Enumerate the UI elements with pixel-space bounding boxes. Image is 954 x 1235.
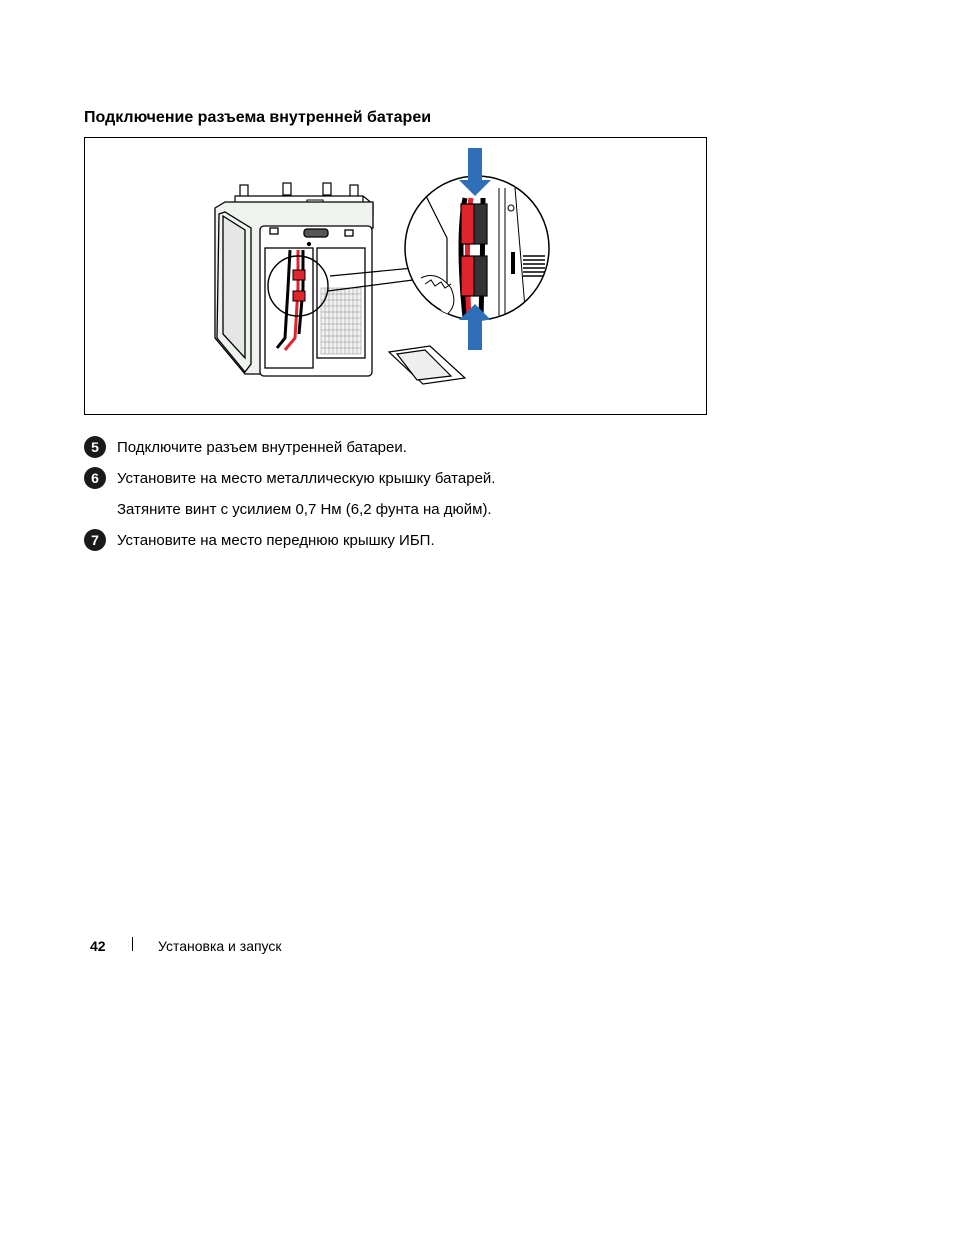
step-text: Подключите разъем внутренней батареи. — [117, 438, 407, 456]
step-number-badge: 5 — [84, 436, 106, 458]
page-number: 42 — [90, 938, 106, 954]
step-6 — [84, 467, 495, 489]
footer-separator — [132, 937, 133, 951]
step-7 — [84, 529, 435, 551]
step-number-badge: 6 — [84, 467, 106, 489]
step-text: Установите на место переднюю крышку ИБП. — [117, 531, 435, 549]
footer-section-title: Установка и запуск — [158, 938, 282, 954]
small-connector-bottom — [293, 291, 305, 301]
step-5 — [84, 436, 407, 458]
vent-grid — [321, 288, 361, 354]
step-text: Установите на место металлическую крышку батарей. — [117, 469, 496, 487]
battery-connector-illustration — [84, 137, 707, 415]
ups-diagram — [85, 138, 708, 416]
step-6-note: Затяните винт с усилием 0,7 Нм (6,2 фунта на дюйм). — [117, 501, 492, 518]
metal-battery-cover — [389, 346, 465, 384]
small-connector-top — [293, 270, 305, 280]
step-number-badge: 7 — [84, 529, 106, 551]
zoom-detail — [405, 176, 549, 320]
section-heading: Подключение разъема внутренней батареи — [84, 109, 432, 126]
